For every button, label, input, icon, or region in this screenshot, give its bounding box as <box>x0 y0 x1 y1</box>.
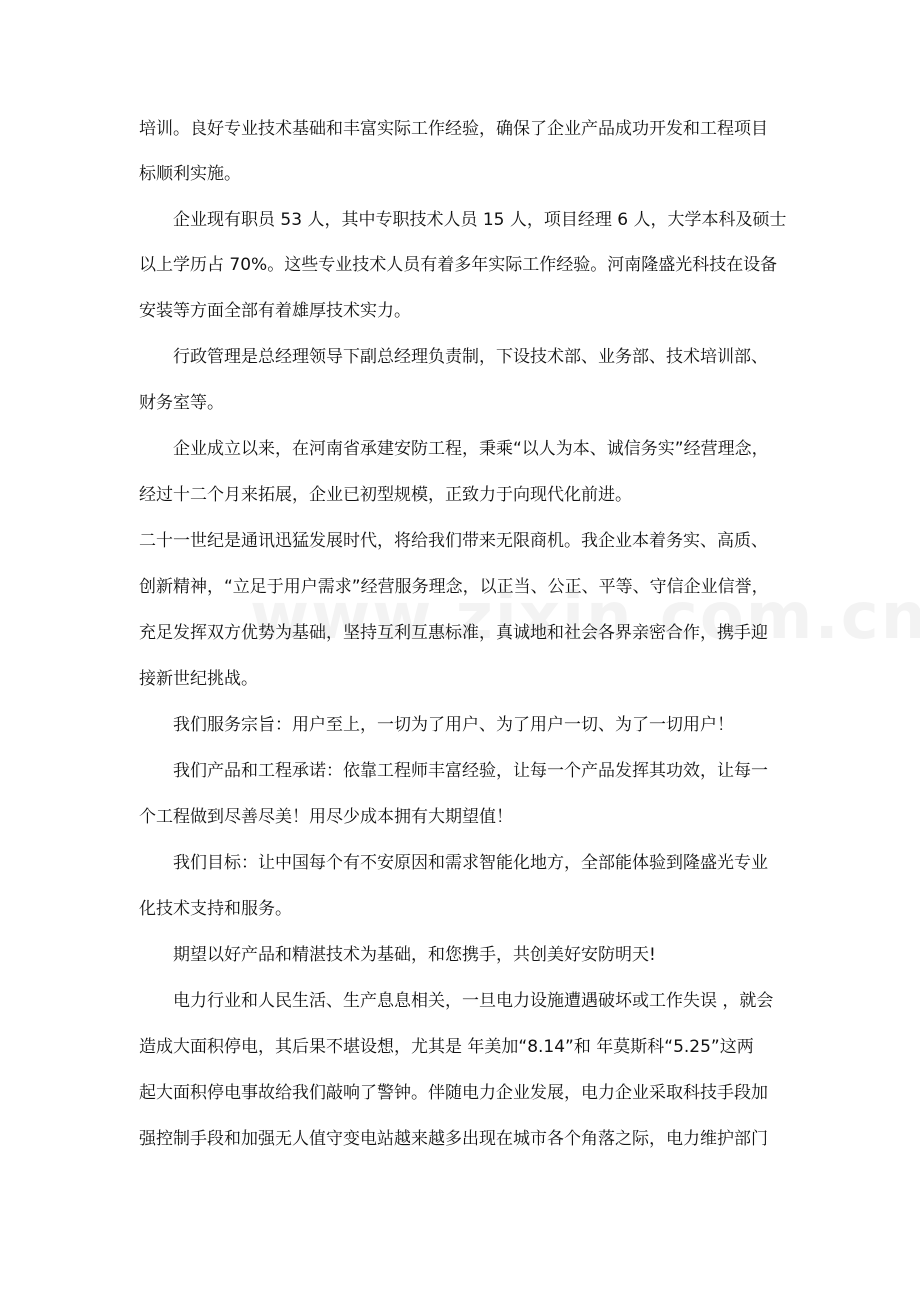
paragraph-line: 二十一世纪是通讯迅猛发展时代，将给我们带来无限商机。我企业本着务实、高质、 <box>139 531 768 551</box>
paragraph-line: 充足发挥双方优势为基础，坚持互利互惠标准，真诚地和社会各界亲密合作，携手迎 <box>139 623 768 643</box>
paragraph-line: 安装等方面全部有着雄厚技术实力。 <box>139 301 411 321</box>
paragraph-line: 个工程做到尽善尽美！用尽少成本拥有大期望值！ <box>139 807 513 827</box>
paragraph-line: 我们产品和工程承诺：依靠工程师丰富经验，让每一个产品发挥其功效，让每一 <box>173 761 768 781</box>
paragraph-line: 以上学历占 70%。这些专业技术人员有着多年实际工作经验。河南隆盛光科技在设备 <box>139 255 778 275</box>
paragraph-line: 化技术支持和服务。 <box>139 899 292 919</box>
paragraph-line: 我们目标：让中国每个有不安原因和需求智能化地方，全部能体验到隆盛光专业 <box>173 853 768 873</box>
paragraph-line: 企业现有职员 53 人，其中专职技术人员 15 人，项目经理 6 人，大学本科及硕士 <box>173 210 787 230</box>
paragraph-line: 起大面积停电事故给我们敲响了警钟。伴随电力企业发展，电力企业采取科技手段加 <box>139 1083 768 1103</box>
paragraph-line: 接新世纪挑战。 <box>139 669 258 689</box>
paragraph-line: 造成大面积停电，其后果不堪设想，尤其是 年美加“8.14”和 年莫斯科“5.25”这两 <box>139 1037 754 1057</box>
paragraph-line: 培训。良好专业技术基础和丰富实际工作经验，确保了企业产品成功开发和工程项目 <box>139 119 768 139</box>
paragraph-line: 电力行业和人民生活、生产息息相关，一旦电力设施遭遇破坏或工作失误 ，就会 <box>173 991 774 1011</box>
paragraph-line: 企业成立以来，在河南省承建安防工程，秉乘“以人为本、诚信务实”经营理念， <box>173 439 769 459</box>
paragraph-line: 经过十二个月来拓展，企业已初型规模，正致力于向现代化前进。 <box>139 485 632 505</box>
paragraph-line: 我们服务宗旨：用户至上，一切为了用户、为了用户一切、为了一切用户！ <box>173 715 734 735</box>
paragraph-line: 财务室等。 <box>139 393 224 413</box>
paragraph-line: 期望以好产品和精湛技术为基础，和您携手，共创美好安防明天! <box>173 945 656 965</box>
paragraph-line: 创新精神，“立足于用户需求”经营服务理念，以正当、公正、平等、守信企业信誉， <box>139 577 769 597</box>
paragraph-line: 标顺利实施。 <box>139 164 241 184</box>
paragraph-line: 行政管理是总经理领导下副总经理负责制，下设技术部、业务部、技术培训部、 <box>173 347 768 367</box>
paragraph-line: 强控制手段和加强无人值守变电站越来越多出现在城市各个角落之际，电力维护部门 <box>139 1129 768 1149</box>
